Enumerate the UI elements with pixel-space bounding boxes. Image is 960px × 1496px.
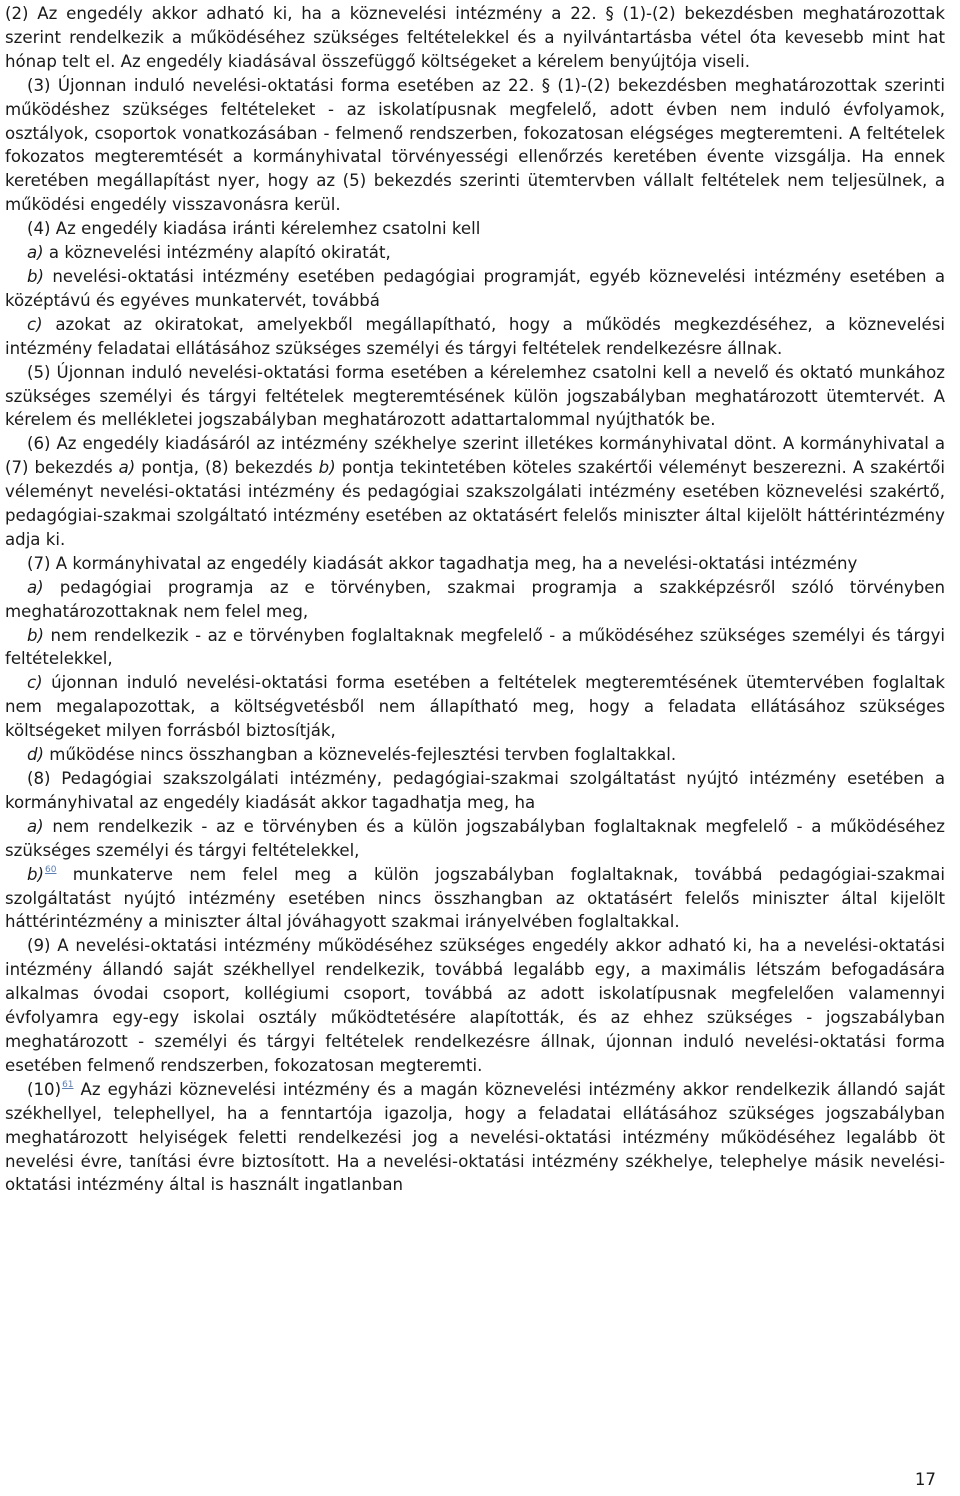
- point-marker: b): [27, 864, 45, 884]
- paragraph-text: (5) Újonnan induló nevelési-oktatási forma esetében a kérelemhez csatolni kell a nevelő és oktató munkához szükséges személyi és tárgyi feltételek megteremtésének külön jogszabályban meghatározott ütemtervét. A kérelem és mellékletei jogszabályban meghatározott adattartalommal nyújthatók be.: [5, 362, 945, 430]
- paragraph: [5, 576, 945, 624]
- paragraph-text: pedagógiai programja az e törvényben, szakmai programja a szakképzésről szóló törvényben meghatározottaknak nem felel meg,: [5, 577, 945, 621]
- point-marker: a): [118, 458, 136, 478]
- paragraph: [5, 743, 945, 767]
- point-marker: c): [27, 673, 43, 693]
- paragraph: [5, 863, 945, 935]
- paragraph: [5, 2, 945, 74]
- paragraph-text: munkaterve nem felel meg a külön jogszabályban foglaltaknak, továbbá pedagógiai-szakmai szolgáltatást nyújtó intézmény esetében nincs összhangban az oktatásért felelős miniszter által kijelölt háttérintézmény a miniszter által jóváhagyott szakmai irányelvében foglaltakkal.: [5, 864, 945, 932]
- paragraph: [5, 241, 945, 265]
- paragraph-text: Az egyházi köznevelési intézmény és a magán köznevelési intézmény akkor rendelkezik állandó saját székhellyel, telephellyel, ha a fenntartója igazolja, hogy a feladatai ellátásához szükséges jogszabályban meghatározott helyiségek feletti rendelkezési jog a nevelési-oktatási intézmény működéséhez legalább öt nevelési évre, tanítási évre biztosított. Ha a nevelési-oktatási intézmény székhelye, telephelye másik nevelési-oktatási intézmény által is használt ingatlanban: [5, 1079, 945, 1195]
- point-marker: a): [27, 577, 44, 597]
- paragraph-text: újonnan induló nevelési-oktatási forma esetében a feltételek megteremtésének ütemtervében foglaltak nem megalapozottak, a költségvetésből nem állapítható meg, hogy a feladata ellátásához szükséges költségeket milyen forrásból biztosítják,: [5, 673, 945, 741]
- paragraph-text: pontja tekintetében köteles szakértői véleményt beszerezni. A szakértői véleményt nevelési-oktatási intézmény és pedagógiai szakszolgálati intézmény esetében köznevelési szakértő, pedagógiai-szakmai szolgáltató intézmény esetében az oktatásért felelős miniszter által kijelölt háttérintézmény adja ki.: [5, 458, 945, 549]
- point-marker: d): [27, 745, 45, 765]
- point-marker: b): [318, 458, 336, 478]
- paragraph-text: (6) Az engedély kiadásáról az intézmény székhelye szerint illetékes kormányhivatal dönt. A kormányhivatal a (7) bekezdés: [5, 434, 945, 478]
- paragraph: [5, 552, 945, 576]
- paragraph-text: (7) A kormányhivatal az engedély kiadását akkor tagadhatja meg, ha a nevelési-oktatási intézmény: [27, 553, 858, 573]
- paragraph: [5, 361, 945, 433]
- paragraph: [5, 74, 945, 217]
- point-marker: b): [27, 266, 45, 286]
- point-marker: c): [27, 314, 43, 334]
- paragraph-text: (10): [27, 1079, 62, 1099]
- footnote-link[interactable]: 61: [62, 1079, 74, 1090]
- paragraph: [5, 624, 945, 672]
- paragraph: [5, 313, 945, 361]
- paragraph: [5, 815, 945, 863]
- paragraph-text: működése nincs összhangban a köznevelés-fejlesztési tervben foglaltakkal.: [44, 745, 677, 765]
- paragraph-text: (8) Pedagógiai szakszolgálati intézmény, pedagógiai-szakmai szolgáltatást nyújtó intézmény esetében a kormányhivatal az engedély kiadását akkor tagadhatja meg, ha: [5, 769, 945, 812]
- legal-text-body: [5, 2, 945, 1197]
- paragraph: [5, 934, 945, 1077]
- paragraph-text: nem rendelkezik - az e törvényben foglaltaknak megfelelő - a működéséhez szükséges személyi és tárgyi feltételekkel,: [5, 625, 945, 669]
- paragraph-text: (3) Újonnan induló nevelési-oktatási forma esetében az 22. § (1)-(2) bekezdésben meghatározottak szerinti működéshez szükséges feltételeket - az iskolatípusnak megfelelő, adott évben nem induló évfolyamok, osztályok, csoportok vonatkozásában - felmenő rendszerben, fokozatosan elégséges megteremteni. A feltételek fokozatos megteremtését a kormányhivatal törvényességi ellenőrzés keretében évente vizsgálja. Ha ennek keretében megállapítást nyer, hogy az (5) bekezdés szerinti ütemtervben vállalt feltételek nem teljesülnek, a működési engedély visszavonásra kerül.: [5, 75, 945, 215]
- paragraph: [5, 432, 945, 552]
- paragraph-text: a köznevelési intézmény alapító okiratát,: [43, 243, 391, 263]
- paragraph: [5, 671, 945, 743]
- footnote-link[interactable]: 60: [45, 864, 57, 875]
- paragraph-text: (4) Az engedély kiadása iránti kérelemhez csatolni kell: [27, 219, 481, 239]
- point-marker: a): [27, 243, 44, 263]
- paragraph-text: pontja, (8) bekezdés: [135, 458, 319, 478]
- paragraph: [5, 265, 945, 313]
- paragraph-text: (2) Az engedély akkor adható ki, ha a köznevelési intézmény a 22. § (1)-(2) bekezdésben meghatározottak szerint rendelkezik a működéséhez szükséges feltételekkel és a nyilvántartásba vétel óta kevesebb mint hat hónap telt el. Az engedély kiadásával összefüggő költségeket a kérelem benyújtója viseli.: [5, 4, 945, 71]
- paragraph: [5, 767, 945, 815]
- paragraph: [5, 1078, 945, 1198]
- paragraph-text: (9) A nevelési-oktatási intézmény működéséhez szükséges engedély akkor adható ki, ha a nevelési-oktatási intézmény állandó saját székhellyel rendelkezik, továbbá legalább egy, a maximális létszám befogadására alkalmas óvodai csoport, kollégiumi csoport, továbbá az adott iskolatípusnak megfelelően valamennyi évfolyamra egy-egy iskolai osztály működtetésére alapították, és az ehhez szükséges - jogszabályban meghatározott - személyi és tárgyi feltételek rendelkezésre állnak, újonnan induló nevelési-oktatási forma esetében felmenő rendszerben, fokozatosan megteremti.: [5, 936, 945, 1075]
- page-number: 17: [914, 1470, 936, 1489]
- paragraph-text: nem rendelkezik - az e törvényben és a külön jogszabályban foglaltaknak megfelelő - a működéséhez szükséges személyi és tárgyi feltételekkel,: [5, 816, 945, 860]
- paragraph: [5, 217, 945, 241]
- point-marker: b): [27, 625, 45, 645]
- point-marker: a): [27, 816, 44, 836]
- paragraph-text: azokat az okiratokat, amelyekből megállapítható, hogy a működés megkezdéséhez, a köznevelési intézmény feladatai ellátásához szükséges személyi és tárgyi feltételek rendelkezésre állnak.: [5, 314, 945, 358]
- paragraph-text: nevelési-oktatási intézmény esetében pedagógiai programját, egyéb köznevelési intézmény esetében a középtávú és egyéves munkatervét, továbbá: [5, 266, 945, 310]
